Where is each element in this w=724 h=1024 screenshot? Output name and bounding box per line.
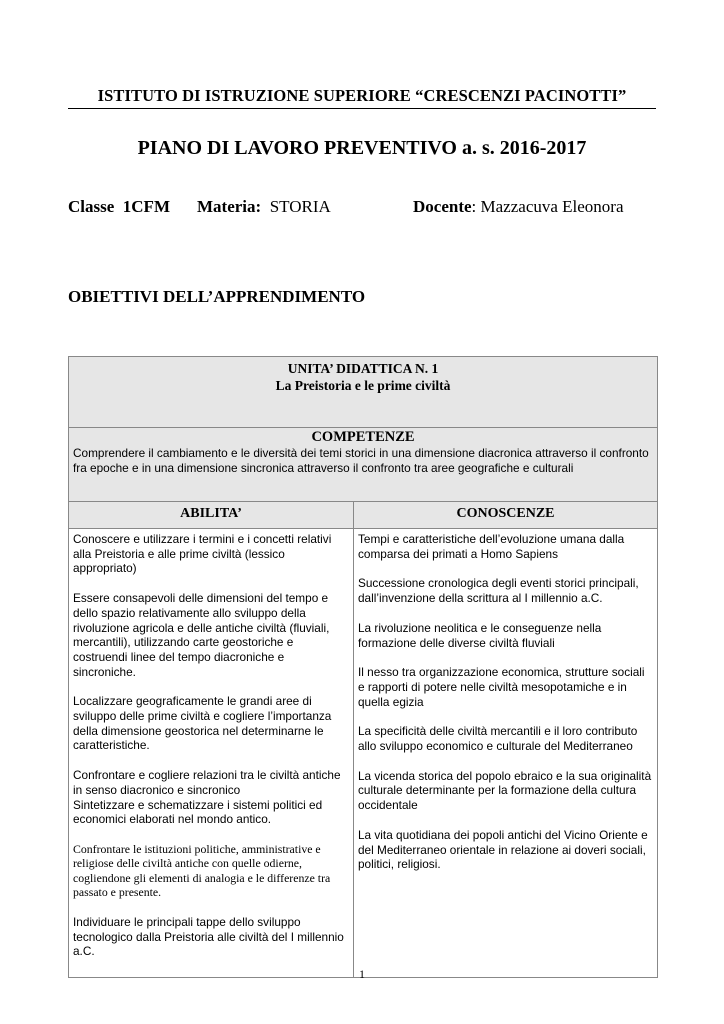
conoscenze-item: Il nesso tra organizzazione economica, strutture sociali e rapporti di potere nelle civiltà mesopotamiche e in quella egizia bbox=[358, 665, 645, 709]
unit-table bbox=[68, 356, 658, 978]
conoscenze-item: La vita quotidiana dei popoli antichi del Vicino Oriente e del Mediterraneo orientale in relazione ai doveri sociali, politici, religiosi. bbox=[358, 827, 648, 872]
teacher-info bbox=[413, 197, 624, 217]
abilita-item: Localizzare geograficamente le grandi aree di sviluppo delle prime civiltà e cogliere l’importanza della dimensione geostorica nel determinarne le caratteristiche. bbox=[73, 694, 332, 753]
page-number: 1 bbox=[359, 967, 365, 981]
class-info bbox=[68, 197, 170, 217]
school-name: ISTITUTO DI ISTRUZIONE SUPERIORE “CRESCENZI PACINOTTI” bbox=[97, 86, 627, 105]
conoscenze-item: La vicenda storica del popolo ebraico e la sua originalità culturale determinante per la formazione della cultura occidentale bbox=[358, 768, 652, 813]
subject-value: STORIA bbox=[269, 197, 331, 216]
unit-name: La Preistoria e le prime civiltà bbox=[275, 378, 451, 393]
abilita-item: Confrontare le istituzioni politiche, amministrative e religiose delle civiltà antiche con quelle odierne, cogliendone gli elementi di analogia e le differenze tra passato e presente. bbox=[73, 841, 331, 900]
conoscenze-item: La specificità delle civiltà mercantili e il loro contributo allo sviluppo economico e culturale del Mediterraneo bbox=[358, 724, 638, 754]
section-title: OBIETTIVI DELL’APPRENDIMENTO bbox=[68, 287, 366, 306]
plan-title: PIANO DI LAVORO PREVENTIVO a. s. 2016-2017 bbox=[137, 137, 587, 159]
conoscenze-item: La rivoluzione neolitica e le conseguenze nella formazione delle diverse civiltà fluviali bbox=[358, 620, 602, 650]
header-divider bbox=[68, 108, 656, 109]
competenze-text: Comprendere il cambiamento e le diversità dei temi storici in una dimensione diacronica attraverso il confronto fra epoche e in una dimensione sincronica attraverso il confronto tra aree geografiche e culturali bbox=[73, 446, 649, 475]
unit-header-cell bbox=[69, 357, 658, 428]
abilita-column bbox=[69, 529, 354, 978]
competenze-title: COMPETENZE bbox=[311, 429, 415, 445]
conoscenze-column bbox=[354, 529, 658, 978]
competenze-cell bbox=[69, 428, 658, 502]
abilita-item: Individuare le principali tappe dello sviluppo tecnologico dalla Preistoria alle civiltà del I millennio a.C. bbox=[73, 914, 344, 959]
abilita-item: Essere consapevoli delle dimensioni del tempo e dello spazio relativamente allo sviluppo della rivoluzione agricola e delle antiche civiltà (fluviali, mercantili), utilizzando carte geostoriche e costruendi linee del tempo diacroniche e sincroniche. bbox=[73, 591, 330, 679]
abilita-header: ABILITA’ bbox=[69, 502, 354, 529]
abilita-item: Confrontare e cogliere relazioni tra le civiltà antiche in senso diacronico e sincronico bbox=[73, 768, 341, 797]
abilita-item: Sintetizzare e schematizzare i sistemi politici ed economici elaborati nel mondo antico. bbox=[73, 797, 323, 827]
subject-info bbox=[197, 197, 331, 217]
class-label: Classe bbox=[68, 197, 115, 216]
abilita-item: Conoscere e utilizzare i termini e i concetti relativi alla Preistoria e alle prime civiltà (lessico appropriato) bbox=[73, 532, 332, 576]
teacher-label: Docente bbox=[413, 197, 472, 216]
class-value: 1CFM bbox=[122, 197, 170, 216]
teacher-value: Mazzacuva Eleonora bbox=[480, 197, 624, 216]
teacher-separator: : bbox=[471, 197, 477, 216]
subject-label: Materia: bbox=[197, 197, 262, 216]
unit-number: UNITA’ DIDATTICA N. 1 bbox=[287, 361, 439, 376]
conoscenze-item: Successione cronologica degli eventi storici principali, dall’invenzione della scrittura al I millennio a.C. bbox=[358, 576, 639, 606]
conoscenze-header: CONOSCENZE bbox=[354, 502, 658, 529]
conoscenze-item: Tempi e caratteristiche dell’evoluzione umana dalla comparsa dei primati a Homo Sapiens bbox=[358, 532, 625, 561]
